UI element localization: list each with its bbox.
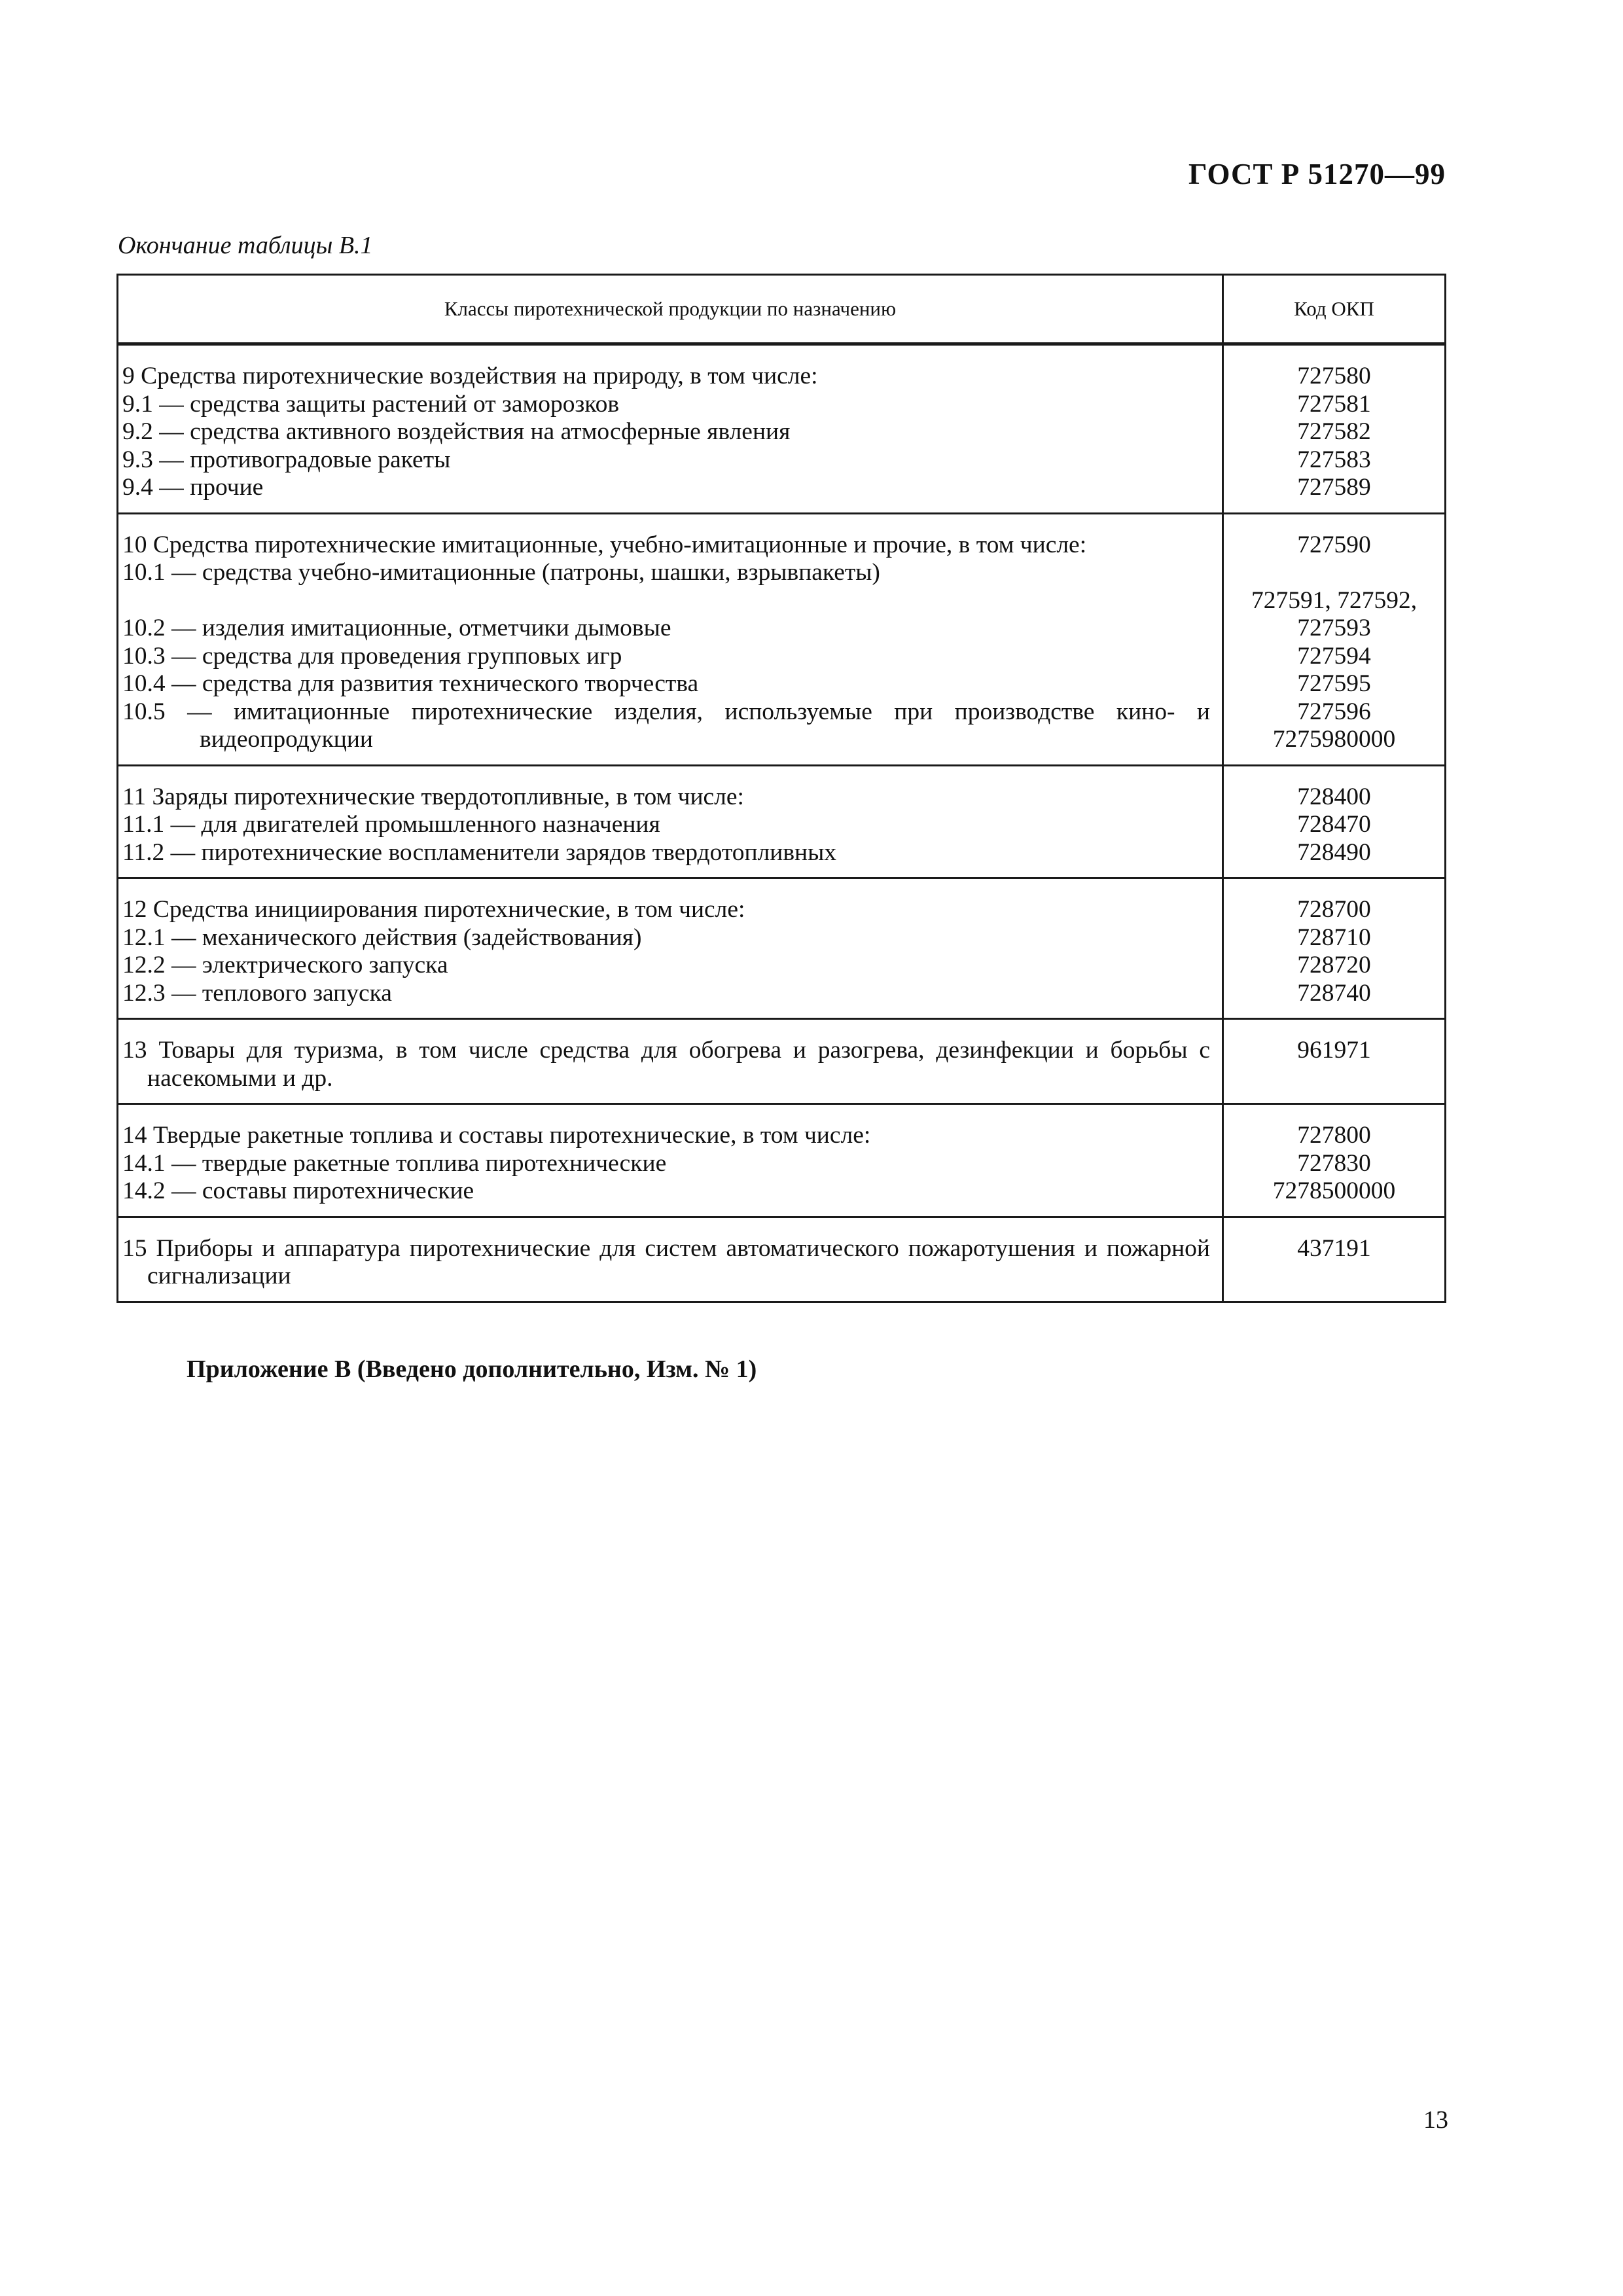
class-group-title: 15 Приборы и аппаратура пиротехнические для систем автоматического пожаротушения и пожарной сигнализации xyxy=(122,1234,1210,1289)
okp-code: 727595 xyxy=(1297,670,1371,697)
class-group-title: 11 Заряды пиротехнические твердотопливные, в том числе: xyxy=(122,783,744,810)
okp-code: 728700 xyxy=(1297,896,1371,923)
class-subitem: 12.2 — электрического запуска xyxy=(122,952,448,978)
appendix-note: Приложение В (Введено дополнительно, Изм. № 1) xyxy=(187,1355,757,1383)
okp-code: 728710 xyxy=(1297,924,1371,951)
header-okp-code: Код ОКП xyxy=(1223,275,1446,344)
class-subitem: 10.5 — имитационные пиротехнические изделия, используемые при производстве кино- и видеопродукции xyxy=(122,698,1210,753)
class-group-title: 9 Средства пиротехнические воздействия на природу, в том числе: xyxy=(122,363,818,389)
table-row xyxy=(118,344,1446,514)
okp-code: 728470 xyxy=(1297,811,1371,838)
okp-code: 727800 xyxy=(1297,1122,1371,1149)
table-row xyxy=(118,513,1446,765)
okp-code: 727596 xyxy=(1297,698,1371,725)
header-classes: Классы пиротехнической продукции по назначению xyxy=(118,275,1223,344)
okp-code-cell xyxy=(1223,1217,1446,1302)
class-description-cell xyxy=(118,344,1223,514)
class-description-cell xyxy=(118,1217,1223,1302)
page-number: 13 xyxy=(1423,2106,1448,2134)
class-description-cell xyxy=(118,513,1223,765)
classification-table xyxy=(116,274,1446,1303)
okp-code: 727582 xyxy=(1297,418,1371,445)
class-subitem: 9.3 — противоградовые ракеты xyxy=(122,446,451,473)
class-subitem: 10.2 — изделия имитационные, отметчики дымовые xyxy=(122,615,671,641)
class-subitem: 10.1 — средства учебно-имитационные (патроны, шашки, взрывпакеты) xyxy=(122,559,880,586)
class-subitem: 11.2 — пиротехнические воспламенители зарядов твердотопливных xyxy=(122,838,837,866)
table-header-row xyxy=(118,275,1446,344)
okp-code: 728400 xyxy=(1297,783,1371,810)
class-subitem: 12.3 — теплового запуска xyxy=(122,979,392,1007)
table-row xyxy=(118,1019,1446,1104)
class-subitem: 11.1 — для двигателей промышленного назначения xyxy=(122,811,660,838)
okp-code-cell xyxy=(1223,1104,1446,1217)
class-subitem: 14.2 — составы пиротехнические xyxy=(122,1177,474,1204)
okp-code: 727591, 727592, xyxy=(1251,586,1418,614)
class-group-title: 14 Твердые ракетные топлива и составы пиротехнические, в том числе: xyxy=(122,1122,871,1149)
okp-code-cell xyxy=(1223,344,1446,514)
class-subitem: 10.3 — средства для проведения групповых игр xyxy=(122,642,622,670)
class-description-cell xyxy=(118,1019,1223,1104)
okp-code: 727830 xyxy=(1297,1149,1371,1177)
class-subitem: 9.2 — средства активного воздействия на атмосферные явления xyxy=(122,418,791,445)
okp-code: 728490 xyxy=(1297,838,1371,866)
okp-code: 727581 xyxy=(1297,390,1371,418)
okp-code: 727589 xyxy=(1297,474,1371,501)
okp-code: 437191 xyxy=(1297,1234,1371,1262)
okp-code: 727583 xyxy=(1297,446,1371,473)
class-description-cell xyxy=(118,765,1223,878)
table-row xyxy=(118,765,1446,878)
class-subitem: 10.4 — средства для развития технического творчества xyxy=(122,670,699,697)
okp-code: 728720 xyxy=(1297,952,1371,978)
okp-code: 7275980000 xyxy=(1272,726,1396,753)
classification-table-container xyxy=(116,274,1446,1303)
table-row xyxy=(118,878,1446,1019)
class-subitem: 9.4 — прочие xyxy=(122,474,264,501)
okp-code-cell xyxy=(1223,1019,1446,1104)
class-subitem: 12.1 — механического действия (задействования) xyxy=(122,924,642,951)
class-subitem: 9.1 — средства защиты растений от заморозков xyxy=(122,390,620,418)
class-description-cell xyxy=(118,878,1223,1019)
okp-code: 961971 xyxy=(1297,1037,1371,1064)
okp-code: 727593 xyxy=(1297,615,1371,641)
class-subitem: 14.1 — твердые ракетные топлива пиротехнические xyxy=(122,1149,667,1177)
okp-code: 728740 xyxy=(1297,979,1371,1007)
table-caption: Окончание таблицы В.1 xyxy=(118,232,373,259)
okp-code: 7278500000 xyxy=(1272,1177,1396,1204)
table-row xyxy=(118,1217,1446,1302)
okp-code-cell xyxy=(1223,513,1446,765)
okp-code xyxy=(1229,559,1439,587)
class-group-title: 10 Средства пиротехнические имитационные, учебно-имитационные и прочие, в том числе: xyxy=(122,531,1087,558)
okp-code-cell xyxy=(1223,765,1446,878)
okp-code: 727590 xyxy=(1297,531,1371,558)
class-description-cell xyxy=(118,1104,1223,1217)
okp-code: 727580 xyxy=(1297,363,1371,389)
table-row xyxy=(118,1104,1446,1217)
class-group-title: 12 Средства инициирования пиротехнические, в том числе: xyxy=(122,896,745,923)
table-body xyxy=(118,344,1446,1302)
class-group-title: 13 Товары для туризма, в том числе средства для обогрева и разогрева, дезинфекции и борьбы с насекомыми и др. xyxy=(122,1037,1210,1092)
document-designation: ГОСТ Р 51270—99 xyxy=(1188,158,1446,190)
okp-code: 727594 xyxy=(1297,642,1371,670)
okp-code-cell xyxy=(1223,878,1446,1019)
